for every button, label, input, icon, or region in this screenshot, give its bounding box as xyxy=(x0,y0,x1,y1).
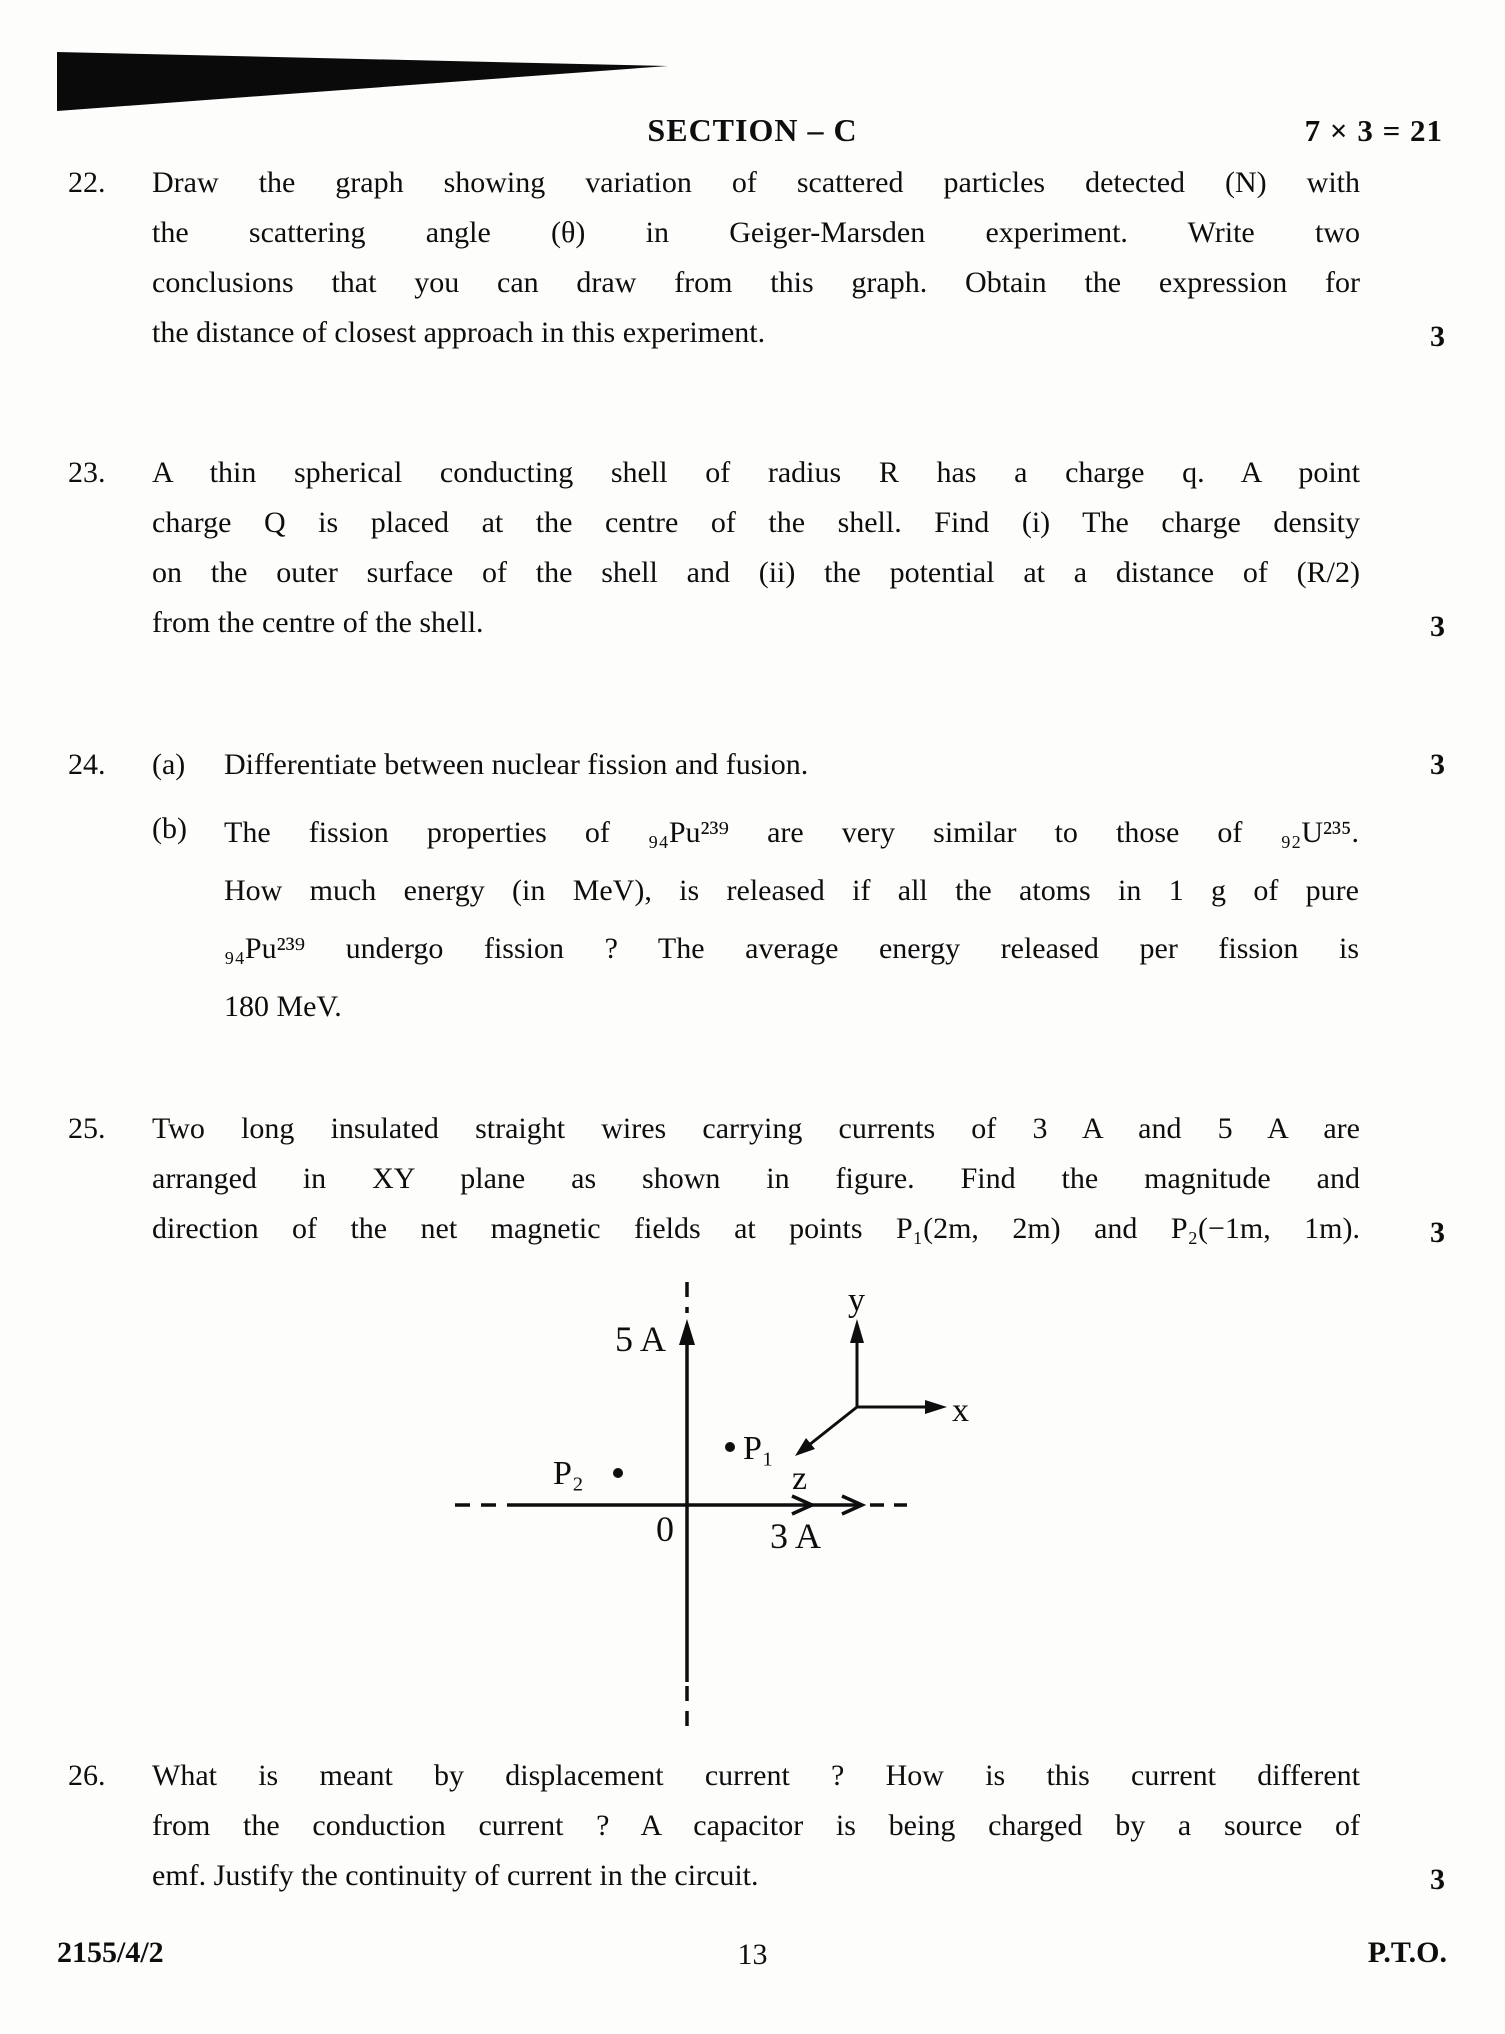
question-number: 26. xyxy=(68,1759,106,1792)
question-line: Draw the graph showing variation of scattered particles detected (N) with xyxy=(152,166,1360,199)
question-text xyxy=(152,1104,1360,1254)
question-24b xyxy=(68,804,1445,1036)
question-line: A thin spherical conducting shell of radius R has a charge q. A point xyxy=(152,456,1360,489)
paper-code: 2155/4/2 xyxy=(57,1936,164,1969)
question-line: from the centre of the shell. xyxy=(152,606,484,639)
question-line: The fission properties of ₉₄Pu²³⁹ are very similar to those of ₉₂U²³⁵. xyxy=(224,816,1359,849)
question-text xyxy=(152,158,1360,358)
question-line: Differentiate between nuclear fission and fusion. xyxy=(224,748,809,781)
question-text xyxy=(152,1751,1360,1901)
section-total-marks: 7 × 3 = 21 xyxy=(1304,113,1443,148)
question-24 xyxy=(68,740,1445,1036)
question-line: from the conduction current ? A capacitor is being charged by a source of xyxy=(152,1809,1360,1842)
question-marks: 3 xyxy=(1430,320,1445,353)
part-text xyxy=(224,804,1359,1036)
y-axis-arrowhead xyxy=(850,1319,864,1343)
question-line: 180 MeV. xyxy=(224,990,342,1023)
part-label: (b) xyxy=(152,812,187,845)
question-line: the scattering angle (θ) in Geiger-Marsden experiment. Write two xyxy=(152,216,1360,249)
question-line: emf. Justify the continuity of current in the circuit. xyxy=(152,1859,759,1892)
question-marks: 3 xyxy=(1430,1863,1445,1896)
question-number: 24. xyxy=(68,748,106,781)
z-axis-label: z xyxy=(792,1460,808,1497)
question-line: ₉₄Pu²³⁹ undergo fission ? The average energy released per fission is xyxy=(224,932,1359,965)
question-line: What is meant by displacement current ? How is this current different xyxy=(152,1759,1360,1792)
point-p2-dot xyxy=(613,1468,623,1478)
question-text xyxy=(152,448,1360,648)
question-23 xyxy=(68,448,1445,648)
question-26 xyxy=(68,1751,1445,1901)
page-number: 13 xyxy=(737,1938,768,1971)
current-3a-label: 3 A xyxy=(770,1516,822,1556)
part-label: (a) xyxy=(152,748,186,781)
question-number: 25. xyxy=(68,1112,106,1145)
part-text xyxy=(224,740,1359,790)
point-p1-dot xyxy=(725,1442,735,1452)
z-axis xyxy=(804,1407,857,1449)
x-axis-arrowhead xyxy=(925,1400,947,1414)
scan-artifact-wedge xyxy=(0,0,700,120)
question-line: direction of the net magnetic fields at points P₁(2m, 2m) and P₂(−1m, 1m). xyxy=(152,1212,1360,1245)
origin-label: 0 xyxy=(656,1509,674,1549)
question-line: How much energy (in MeV), is released if all the atoms in 1 g of pure xyxy=(224,874,1359,907)
question-number: 23. xyxy=(68,456,106,489)
pto-label: P.T.O. xyxy=(1367,1936,1447,1969)
point-p1-label: P₁ xyxy=(743,1430,774,1467)
y-axis-label: y xyxy=(848,1282,865,1319)
question-line: on the outer surface of the shell and (ii) the potential at a distance of (R/2) xyxy=(152,556,1360,589)
question-marks: 3 xyxy=(1430,610,1445,643)
point-p2-label: P₂ xyxy=(553,1455,584,1492)
x-axis-label: x xyxy=(952,1392,969,1429)
section-title: SECTION – C xyxy=(647,112,858,148)
z-axis-arrowhead xyxy=(795,1438,815,1456)
current-5a-label: 5 A xyxy=(615,1319,667,1359)
question-number: 22. xyxy=(68,166,106,199)
question-line: conclusions that you can draw from this graph. Obtain the expression for xyxy=(152,266,1360,299)
question-marks: 3 xyxy=(1430,748,1445,781)
wires-figure xyxy=(440,1265,1005,1740)
question-25 xyxy=(68,1104,1445,1254)
question-line: Two long insulated straight wires carrying currents of 3 A and 5 A are xyxy=(152,1112,1360,1145)
question-marks: 3 xyxy=(1430,1216,1445,1249)
question-line: the distance of closest approach in this experiment. xyxy=(152,316,766,349)
question-22 xyxy=(68,158,1445,358)
question-line: charge Q is placed at the centre of the shell. Find (i) The charge density xyxy=(152,506,1360,539)
question-24a xyxy=(68,740,1445,790)
question-line: arranged in XY plane as shown in figure. Find the magnitude and xyxy=(152,1162,1360,1195)
